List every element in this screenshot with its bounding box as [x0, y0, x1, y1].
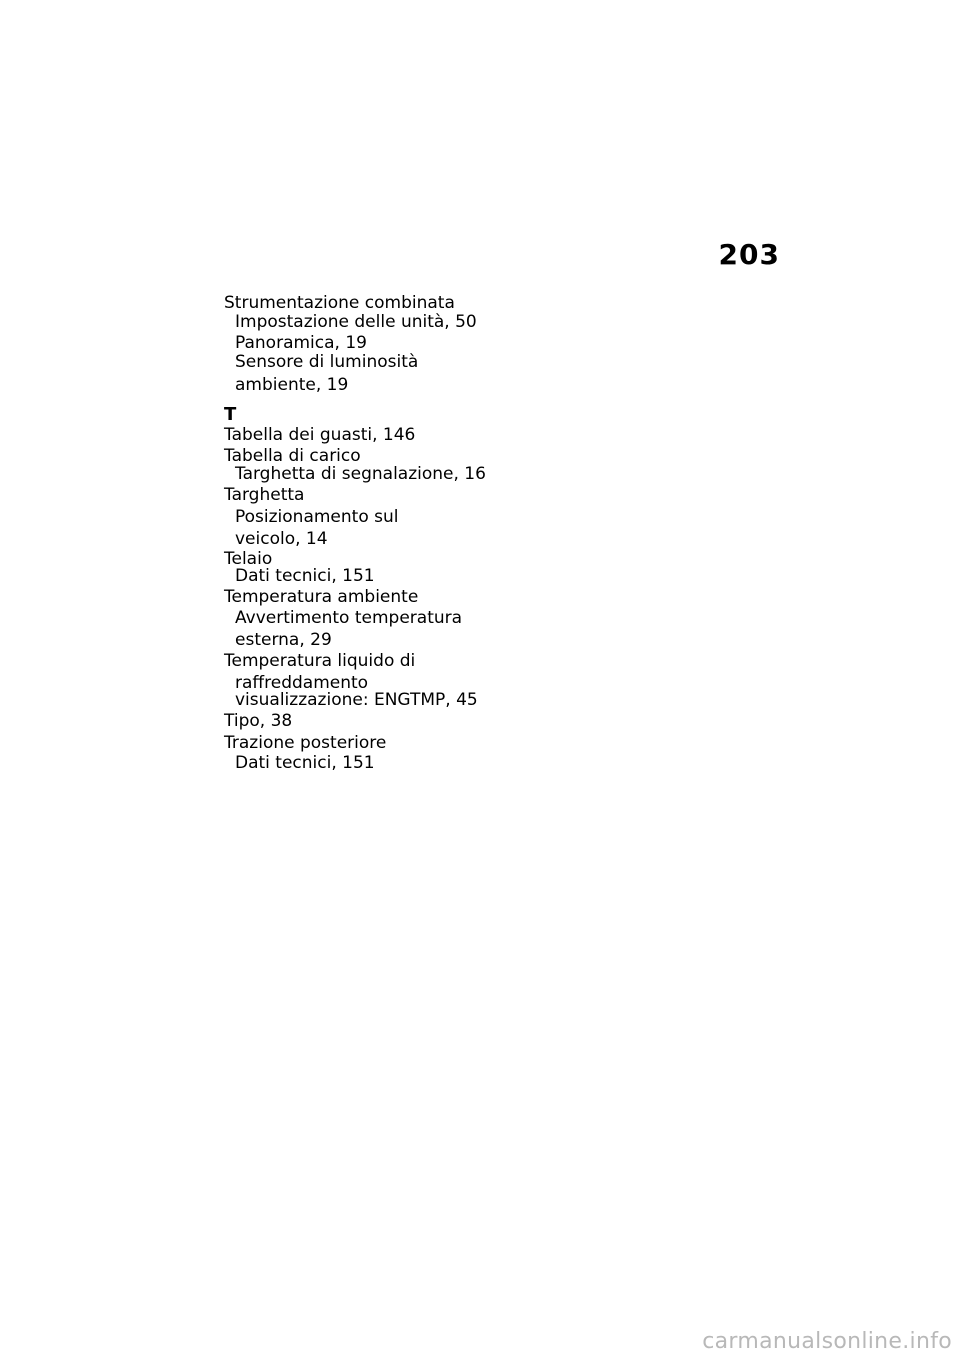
- page-number: 203: [718, 238, 780, 271]
- index-subentry-targhetta-segnalazione: Targhetta di segnalazione, 16: [235, 464, 486, 484]
- index-entry-trazione-posteriore: Trazione posteriore: [224, 733, 387, 753]
- index-entry-tabella-guasti: Tabella dei guasti, 146: [224, 425, 416, 445]
- index-subentry-veicolo: veicolo, 14: [235, 529, 328, 549]
- index-subentry-dati-tecnici-telaio: Dati tecnici, 151: [235, 566, 375, 586]
- index-entry-temperatura-ambiente: Temperatura ambiente: [224, 587, 419, 607]
- index-subentry-esterna: esterna, 29: [235, 630, 332, 650]
- index-subentry-posizionamento: Posizionamento sul: [235, 507, 399, 527]
- index-subentry-impostazione-unita: Impostazione delle unità, 50: [235, 312, 477, 332]
- index-letter-heading: T: [224, 404, 237, 425]
- index-subentry-ambiente: ambiente, 19: [235, 375, 349, 395]
- index-subentry-panoramica: Panoramica, 19: [235, 333, 367, 353]
- index-entry-telaio: Telaio: [224, 549, 273, 569]
- index-subentry-raffreddamento: raffreddamento: [235, 673, 369, 693]
- index-subentry-sensore-luminosita: Sensore di luminosità: [235, 352, 419, 372]
- index-subentry-avvertimento: Avvertimento temperatura: [235, 608, 463, 628]
- index-entry-temperatura-liquido: Temperatura liquido di: [224, 651, 416, 671]
- index-entry-targhetta: Targhetta: [224, 485, 305, 505]
- index-entry-tipo: Tipo, 38: [224, 711, 293, 731]
- index-subentry-visualizzazione: visualizzazione: ENGTMP, 45: [235, 690, 478, 710]
- index-subentry-dati-tecnici-trazione: Dati tecnici, 151: [235, 753, 375, 773]
- watermark: carmanualsonline.info: [702, 1329, 952, 1354]
- index-entry-strumentazione-combinata: Strumentazione combinata: [224, 293, 455, 313]
- index-entry-tabella-carico: Tabella di carico: [224, 446, 361, 466]
